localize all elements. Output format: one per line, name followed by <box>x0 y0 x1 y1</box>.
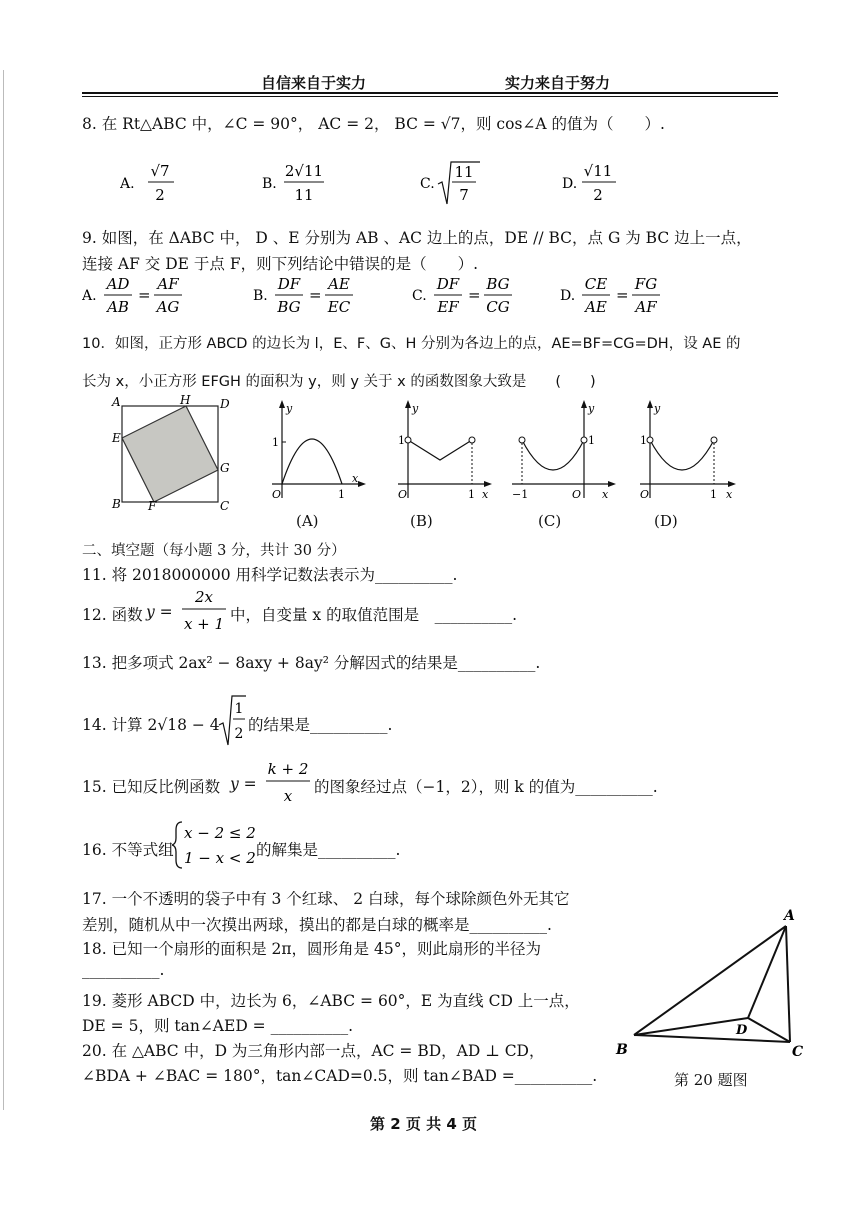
svg-text:BG: BG <box>486 275 510 293</box>
svg-text:DF: DF <box>436 275 460 293</box>
q12-y: y = <box>146 603 173 621</box>
svg-text:O: O <box>272 488 282 501</box>
q8-d-label: D. <box>562 176 578 192</box>
sq-label-d: D <box>220 397 230 411</box>
svg-text:AF: AF <box>157 275 179 293</box>
q16-brace <box>172 818 256 876</box>
q8-option-a <box>120 158 220 214</box>
q20-figure <box>612 902 816 1066</box>
graph-d <box>626 398 738 507</box>
svg-text:EF: EF <box>437 298 459 316</box>
svg-text:B.: B. <box>253 288 268 304</box>
fig20-label-d: D <box>736 1023 748 1038</box>
q12-post: 中，自变量 x 的取值范围是 __________. <box>230 606 518 624</box>
fig20-label-a: A <box>784 908 795 924</box>
svg-text:y: y <box>654 402 661 415</box>
svg-text:AE: AE <box>328 275 350 293</box>
header-left-motto: 自信来自于实力 <box>261 74 367 92</box>
svg-text:k + 2: k + 2 <box>267 760 309 778</box>
sq-label-g: G <box>220 461 230 475</box>
q9-option-b <box>253 272 383 322</box>
svg-text:2x: 2x <box>194 588 214 606</box>
svg-text:−1: −1 <box>512 488 529 501</box>
q18-line2: __________. <box>82 961 165 979</box>
svg-text:D.: D. <box>560 288 576 304</box>
svg-text:AE: AE <box>585 298 607 316</box>
svg-text:1: 1 <box>272 436 279 449</box>
graph-b <box>384 398 494 507</box>
svg-text:x: x <box>482 488 489 501</box>
q8-d-den: 2 <box>593 186 603 204</box>
q8-a-num: √7 <box>150 162 170 180</box>
svg-text:AF: AF <box>635 298 657 316</box>
q19-line2: DE = 5，则 tan∠AED = __________. <box>82 1017 354 1035</box>
q8-option-d <box>562 158 662 214</box>
q9-option-d <box>560 272 690 322</box>
q9-line1: 9. 如图，在 ΔABC 中， D 、E 分别为 AB 、AC 边上的点，DE // BC，点 G 为 BC 边上一点， <box>82 229 752 247</box>
q12-pre: 12. 函数 <box>82 606 143 624</box>
sq-label-e: E <box>112 431 121 445</box>
svg-text:x: x <box>352 472 359 485</box>
header-rule-thin <box>82 96 778 97</box>
svg-text:1 − x < 2: 1 − x < 2 <box>184 849 256 867</box>
q15-post: 的图象经过点（−1，2），则 k 的值为__________. <box>314 778 658 796</box>
page-edge-line <box>3 70 4 1110</box>
svg-text:1: 1 <box>710 488 717 501</box>
svg-text:1: 1 <box>468 488 475 501</box>
q8-b-den: 11 <box>294 186 314 204</box>
svg-text:x − 2 ≤ 2: x − 2 ≤ 2 <box>184 824 256 842</box>
q8-d-num: √11 <box>583 162 613 180</box>
q8-c-label: C. <box>420 176 435 192</box>
sq-label-a: A <box>112 395 121 409</box>
q20-line1: 20. 在 △ABC 中，D 为三角形内部一点，AC = BD，AD ⊥ CD， <box>82 1042 545 1060</box>
graph-a-caption: (A) <box>296 512 319 530</box>
svg-text:1: 1 <box>398 434 405 447</box>
svg-text:A.: A. <box>82 288 97 304</box>
svg-text:y: y <box>588 402 595 415</box>
svg-text:=: = <box>468 286 481 304</box>
q16-pre: 16. 不等式组 <box>82 841 174 859</box>
q15-fraction <box>264 756 312 812</box>
svg-text:=: = <box>138 286 151 304</box>
sq-label-b: B <box>112 497 121 511</box>
svg-text:x + 1: x + 1 <box>183 615 225 633</box>
svg-text:EC: EC <box>327 298 351 316</box>
svg-text:BG: BG <box>277 298 301 316</box>
svg-text:x: x <box>283 787 293 805</box>
q10-line1: 10．如图，正方形 ABCD 的边长为 l，E、F、G、H 分别为各边上的点，AE=BF=CG=DH，设 AE 的 <box>82 336 741 352</box>
q17-line1: 17. 一个不透明的袋子中有 3 个红球、 2 白球，每个球除颜色外无其它 <box>82 890 570 908</box>
graph-d-caption: (D) <box>654 512 678 530</box>
svg-text:y: y <box>286 402 293 415</box>
q14-post: 的结果是__________. <box>248 716 393 734</box>
q8-option-b <box>262 158 362 214</box>
q15-pre: 15. 已知反比例函数 <box>82 778 221 796</box>
graph-c <box>508 398 618 507</box>
svg-text:=: = <box>616 286 629 304</box>
q20-line2: ∠BDA + ∠BAC = 180°，tan∠CAD=0.5，则 tan∠BAD =__________. <box>82 1067 598 1085</box>
svg-text:x: x <box>726 488 733 501</box>
q8-c-den: 7 <box>459 186 469 204</box>
graph-a <box>258 398 368 507</box>
sq-label-c: C <box>220 499 230 513</box>
q8-c-num: 11 <box>454 163 474 181</box>
svg-text:CG: CG <box>486 298 510 316</box>
svg-text:y: y <box>412 402 419 415</box>
q9-line2: 连接 AF 交 DE 于点 F，则下列结论中错误的是（ ）. <box>82 255 479 273</box>
q8-a-label: A. <box>120 176 135 192</box>
svg-text:C.: C. <box>412 288 427 304</box>
q9-option-c <box>412 272 542 322</box>
q20-figure-caption: 第 20 题图 <box>674 1071 748 1089</box>
fig20-label-c: C <box>792 1044 804 1060</box>
q8-option-c <box>420 158 520 214</box>
section2-title: 二、填空题（每小题 3 分，共计 30 分） <box>82 543 346 559</box>
svg-text:2: 2 <box>234 726 244 742</box>
sq-label-h: H <box>180 394 191 407</box>
header-rule-thick <box>82 92 778 94</box>
q8-a-den: 2 <box>155 186 165 204</box>
svg-text:AB: AB <box>107 298 129 316</box>
svg-text:x: x <box>602 488 609 501</box>
svg-text:1: 1 <box>338 488 345 501</box>
svg-text:=: = <box>309 286 322 304</box>
q18-line1: 18. 已知一个扇形的面积是 2π，圆形角是 45°，则此扇形的半径为 <box>82 940 541 958</box>
q16-post: 的解集是__________. <box>256 841 401 859</box>
svg-text:AD: AD <box>106 275 130 293</box>
fig20-label-b: B <box>616 1042 628 1058</box>
q12-fraction <box>180 584 228 640</box>
svg-text:O: O <box>640 488 650 501</box>
q15-y: y = <box>230 775 257 793</box>
graph-b-caption: (B) <box>410 512 433 530</box>
svg-text:FG: FG <box>634 275 658 293</box>
q10-line2: 长为 x，小正方形 EFGH 的面积为 y，则 y 关于 x 的函数图象大致是 ( ) <box>82 374 596 390</box>
q9-option-a <box>82 272 212 322</box>
q13: 13. 把多项式 2ax² − 8axy + 8ay² 分解因式的结果是__________. <box>82 654 541 672</box>
sq-label-f: F <box>148 499 157 513</box>
svg-text:CE: CE <box>584 275 608 293</box>
svg-text:O: O <box>572 488 582 501</box>
svg-text:O: O <box>398 488 408 501</box>
graph-c-caption: (C) <box>538 512 562 530</box>
svg-text:AG: AG <box>156 298 180 316</box>
q8-stem: 8. 在 Rt△ABC 中，∠C = 90°， AC = 2， BC = √7，则 cos∠A 的值为（ ）. <box>82 115 665 133</box>
q19-line1: 19. 菱形 ABCD 中，边长为 6，∠ABC = 60°，E 为直线 CD 上一点， <box>82 992 580 1010</box>
q8-b-label: B. <box>262 176 277 192</box>
page-footer: 第 2 页 共 4 页 <box>370 1115 477 1133</box>
q17-line2: 差别，随机从中一次摸出两球，摸出的都是白球的概率是__________. <box>82 916 552 934</box>
q14-radical <box>218 693 246 753</box>
q14-pre: 14. 计算 2√18 − 4 <box>82 716 220 734</box>
svg-text:1: 1 <box>640 434 647 447</box>
svg-text:1: 1 <box>588 434 595 447</box>
q10-square-figure <box>108 394 238 518</box>
svg-text:1: 1 <box>234 701 244 717</box>
svg-text:DF: DF <box>277 275 301 293</box>
q11: 11. 将 2018000000 用科学记数法表示为__________. <box>82 566 458 584</box>
header-right-motto: 实力来自于努力 <box>505 74 611 92</box>
q8-b-num: 2√11 <box>284 162 324 180</box>
